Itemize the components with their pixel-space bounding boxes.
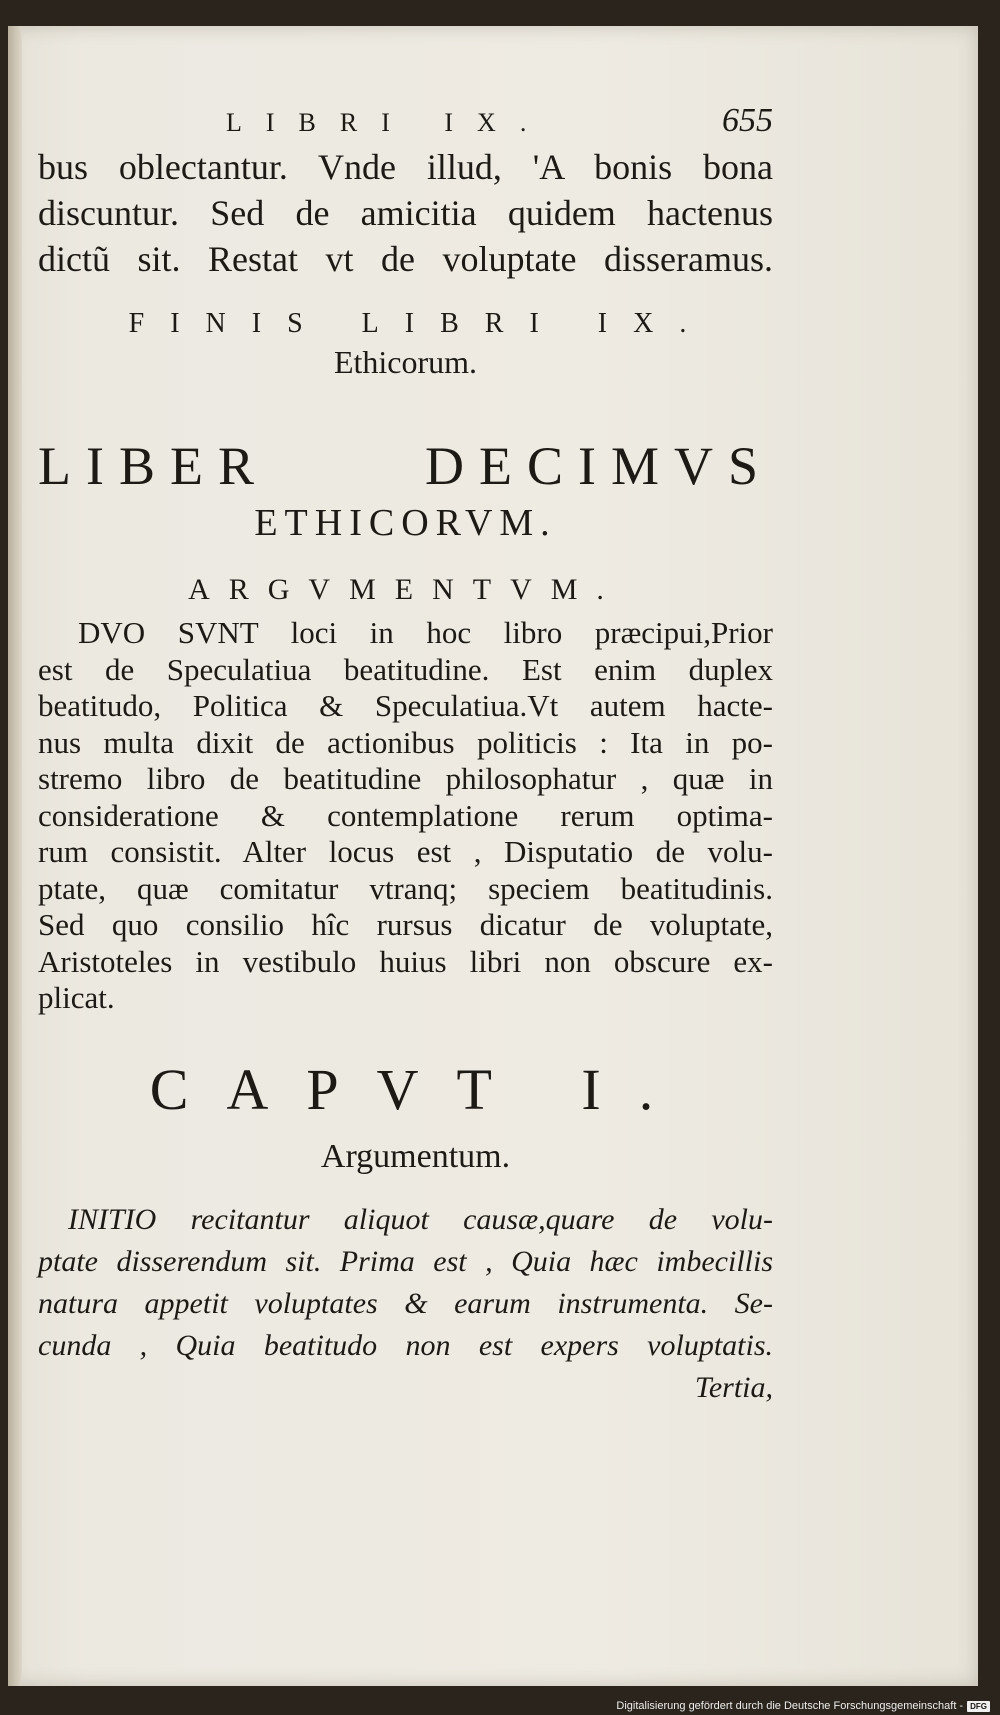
argumentum-heading: ARGVMENTVM. [188, 573, 623, 606]
finis-subheading: Ethicorum. [333, 344, 478, 380]
book-page [8, 26, 978, 1686]
chapter-summary-paragraph [38, 1199, 773, 1367]
text-line: discuntur. Sed de amicitia quidem hactenus [38, 193, 773, 233]
text-line: natura appetit voluptates & earum instrumenta. Se- [38, 1286, 773, 1320]
text-line: stremo libro de beatitudine philosophatur , quæ in [38, 761, 773, 796]
chapter-heading: CAPVT I. [149, 1056, 692, 1122]
running-head [38, 102, 773, 144]
text-line: consideratione & contemplatione rerum optima- [38, 797, 773, 833]
text-block [38, 102, 773, 1409]
text-line: ptate, quæ comitatur vtranq; speciem beatitudinis. [38, 870, 773, 906]
book-title: LIBER DECIMVS [38, 436, 773, 496]
text-line: Aristoteles in vestibulo huius libri non obscure ex- [38, 943, 773, 979]
chapter-argumentum-label: Argumentum. [320, 1137, 511, 1175]
text-line: ptate disserendum sit. Prima est , Quia hæc imbecillis [38, 1244, 773, 1278]
text-line: INITIO recitantur aliquot causæ,quare de volu- [68, 1202, 773, 1236]
running-title: LIBRI IX. [226, 108, 551, 137]
catchword: Tertia, [694, 1370, 773, 1404]
text-line: Sed quo consilio hîc rursus dicatur de voluptate, [38, 907, 773, 942]
page-number: 655 [722, 102, 773, 139]
text-line: rum consistit. Alter locus est , Disputatio de volu- [38, 834, 773, 869]
argumentum-paragraph [38, 615, 773, 1017]
finis-heading: FINIS LIBRI IX. [128, 308, 713, 339]
digitization-credit [616, 1700, 990, 1712]
text-line: nus multa dixit de actionibus politicis : Ita in po- [38, 724, 773, 760]
credit-text: Digitalisierung gefördert durch die Deutsche Forschungsgemeinschaft - [616, 1700, 964, 1712]
text-line: beatitudo, Politica & Speculatiua.Vt autem hacte- [38, 688, 773, 723]
page-gutter [8, 26, 22, 1686]
book-subtitle: ETHICORVM. [254, 502, 557, 544]
text-line: DVO SVNT loci in hoc libro præcipui,Prior [78, 615, 773, 650]
text-line: est de Speculatiua beatitudine. Est enim duplex [38, 651, 773, 687]
text-line: dictũ sit. Restat vt de voluptate disseramus. [38, 239, 773, 279]
text-line: cunda , Quia beatitudo non est expers voluptatis. [38, 1328, 773, 1362]
opening-paragraph [38, 144, 773, 282]
text-line: bus oblectantur. Vnde illud, 'A bonis bona [38, 147, 773, 187]
dfg-logo: DFG [967, 1701, 990, 1712]
text-line: plicat. [38, 980, 115, 1015]
